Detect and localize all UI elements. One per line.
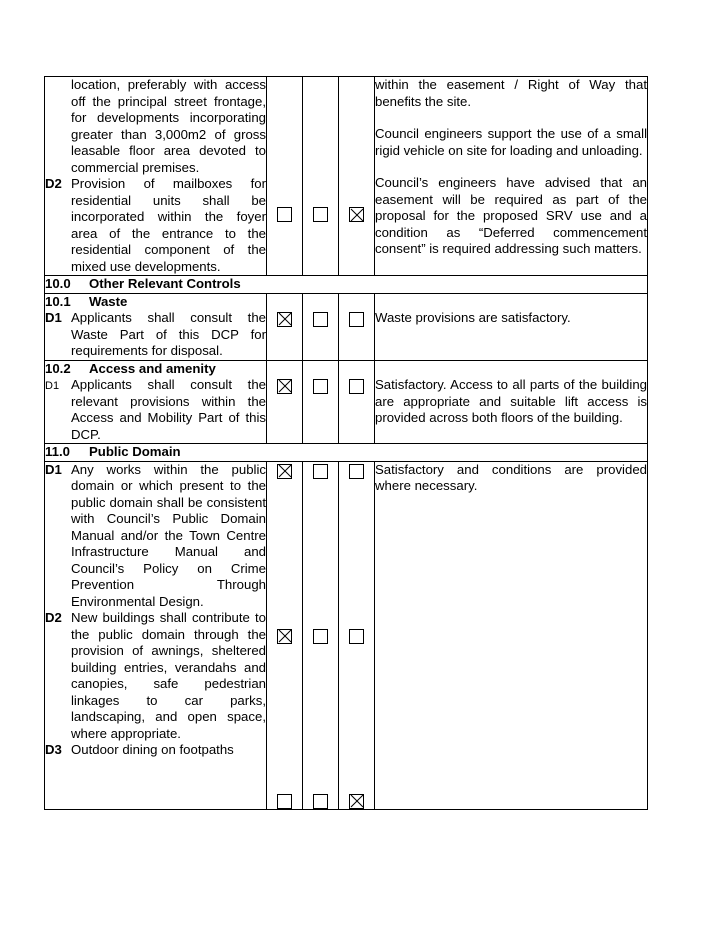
checkbox[interactable] — [349, 379, 364, 394]
checkbox[interactable] — [313, 464, 328, 479]
checkbox[interactable] — [349, 207, 364, 222]
checkbox[interactable] — [277, 794, 292, 809]
check-cell-na — [339, 461, 375, 809]
check-cell-no — [303, 293, 339, 360]
checkbox[interactable] — [277, 629, 292, 644]
checkbox[interactable] — [313, 312, 328, 327]
check-cell-no — [303, 77, 339, 276]
comment-cell — [375, 77, 648, 276]
checkbox[interactable] — [277, 379, 292, 394]
control-item — [45, 742, 266, 759]
check-cell-yes — [267, 461, 303, 809]
control-text: Outdoor dining on footpaths — [71, 742, 234, 757]
control-item — [45, 610, 266, 742]
subsection-heading — [45, 361, 266, 378]
comment-text: Council’s engineers have advised that an easement will be required as part of the proposal for the proposed SRV use and a condition as “Deferred commencement consent” is required addressing such matters. — [375, 175, 647, 256]
checkbox[interactable] — [349, 794, 364, 809]
section-title: Other Relevant Controls — [89, 276, 241, 291]
section-header — [45, 444, 648, 462]
control-code: D3 — [45, 742, 62, 757]
control-text: New buildings shall contribute to the public domain through the provision of awnings, sheltered building entries, verandahs and canopies, safe pedestrian linkages to car parks, landscaping, and open space, where appropriate. — [71, 610, 266, 741]
subsection-heading — [45, 294, 266, 311]
control-item — [45, 176, 266, 275]
comment-cell — [375, 360, 648, 444]
check-cell-yes — [267, 77, 303, 276]
comment-text: Satisfactory and conditions are provided where necessary. — [375, 461, 647, 493]
control-continuation-text: location, preferably with access off the principal street frontage, for developments incorporating greater than 3,000m2 of gross leasable floor area devoted to commercial premises. — [71, 77, 266, 175]
check-cell-na — [339, 77, 375, 276]
control-text: Provision of mailboxes for residential units shall be incorporated within the foyer area of the entrance to the residential component of the mixed use developments. — [71, 176, 266, 274]
comment-text: Waste provisions are satisfactory. — [375, 310, 571, 325]
subsection-number: 10.1 — [45, 293, 71, 309]
checkbox[interactable] — [313, 207, 328, 222]
section-header-row — [45, 444, 648, 462]
table-row — [45, 360, 648, 444]
dcp-compliance-table — [44, 76, 648, 810]
control-text: Applicants shall consult the relevant provisions within the Access and Mobility Part of this DCP. — [71, 377, 266, 442]
checkbox[interactable] — [277, 312, 292, 327]
check-cell-no — [303, 360, 339, 444]
subsection-number: 10.2 — [45, 360, 71, 376]
control-code: D1 — [45, 380, 60, 392]
table-row — [45, 461, 648, 809]
table-row — [45, 77, 648, 276]
section-number: 11.0 — [45, 444, 70, 459]
check-cell-na — [339, 360, 375, 444]
control-item — [45, 462, 266, 611]
control-item — [45, 377, 266, 443]
checkbox[interactable] — [313, 794, 328, 809]
checkbox[interactable] — [313, 629, 328, 644]
subsection-title: Waste — [89, 293, 128, 309]
control-code: D1 — [45, 461, 62, 477]
checkbox[interactable] — [313, 379, 328, 394]
checkbox[interactable] — [277, 207, 292, 222]
section-title: Public Domain — [89, 444, 181, 459]
control-item — [45, 310, 266, 360]
checkbox[interactable] — [349, 312, 364, 327]
control-code: D1 — [45, 310, 62, 325]
control-cell — [45, 461, 267, 809]
section-number: 10.0 — [45, 276, 71, 291]
check-cell-yes — [267, 293, 303, 360]
comment-text: Satisfactory. Access to all parts of the building are appropriate and suitable lift access is provided across both floors of the building. — [375, 377, 647, 425]
table-row — [45, 293, 648, 360]
comment-text: within the easement / Right of Way that benefits the site. — [375, 77, 647, 109]
control-code: D2 — [45, 610, 62, 625]
check-cell-no — [303, 461, 339, 809]
checkbox[interactable] — [349, 464, 364, 479]
control-cell — [45, 360, 267, 444]
comment-cell — [375, 293, 648, 360]
check-cell-na — [339, 293, 375, 360]
check-cell-yes — [267, 360, 303, 444]
section-header — [45, 276, 648, 294]
control-text: Any works within the public domain or which present to the public domain shall be consistent with Council’s Public Domain Manual and/or the Town Centre Infrastructure Manual and Council’s Policy on Crime Prevention Through Environmental Design. — [71, 461, 266, 609]
control-text: Applicants shall consult the Waste Part of this DCP for requirements for disposal. — [71, 310, 266, 358]
checkbox[interactable] — [349, 629, 364, 644]
comment-cell — [375, 461, 648, 809]
section-header-row — [45, 276, 648, 294]
comment-text: Council engineers support the use of a small rigid vehicle on site for loading and unloading. — [375, 126, 647, 158]
control-cell — [45, 77, 267, 276]
control-code: D2 — [45, 176, 62, 191]
subsection-title: Access and amenity — [89, 360, 216, 376]
control-cell — [45, 293, 267, 360]
checkbox[interactable] — [277, 464, 292, 479]
